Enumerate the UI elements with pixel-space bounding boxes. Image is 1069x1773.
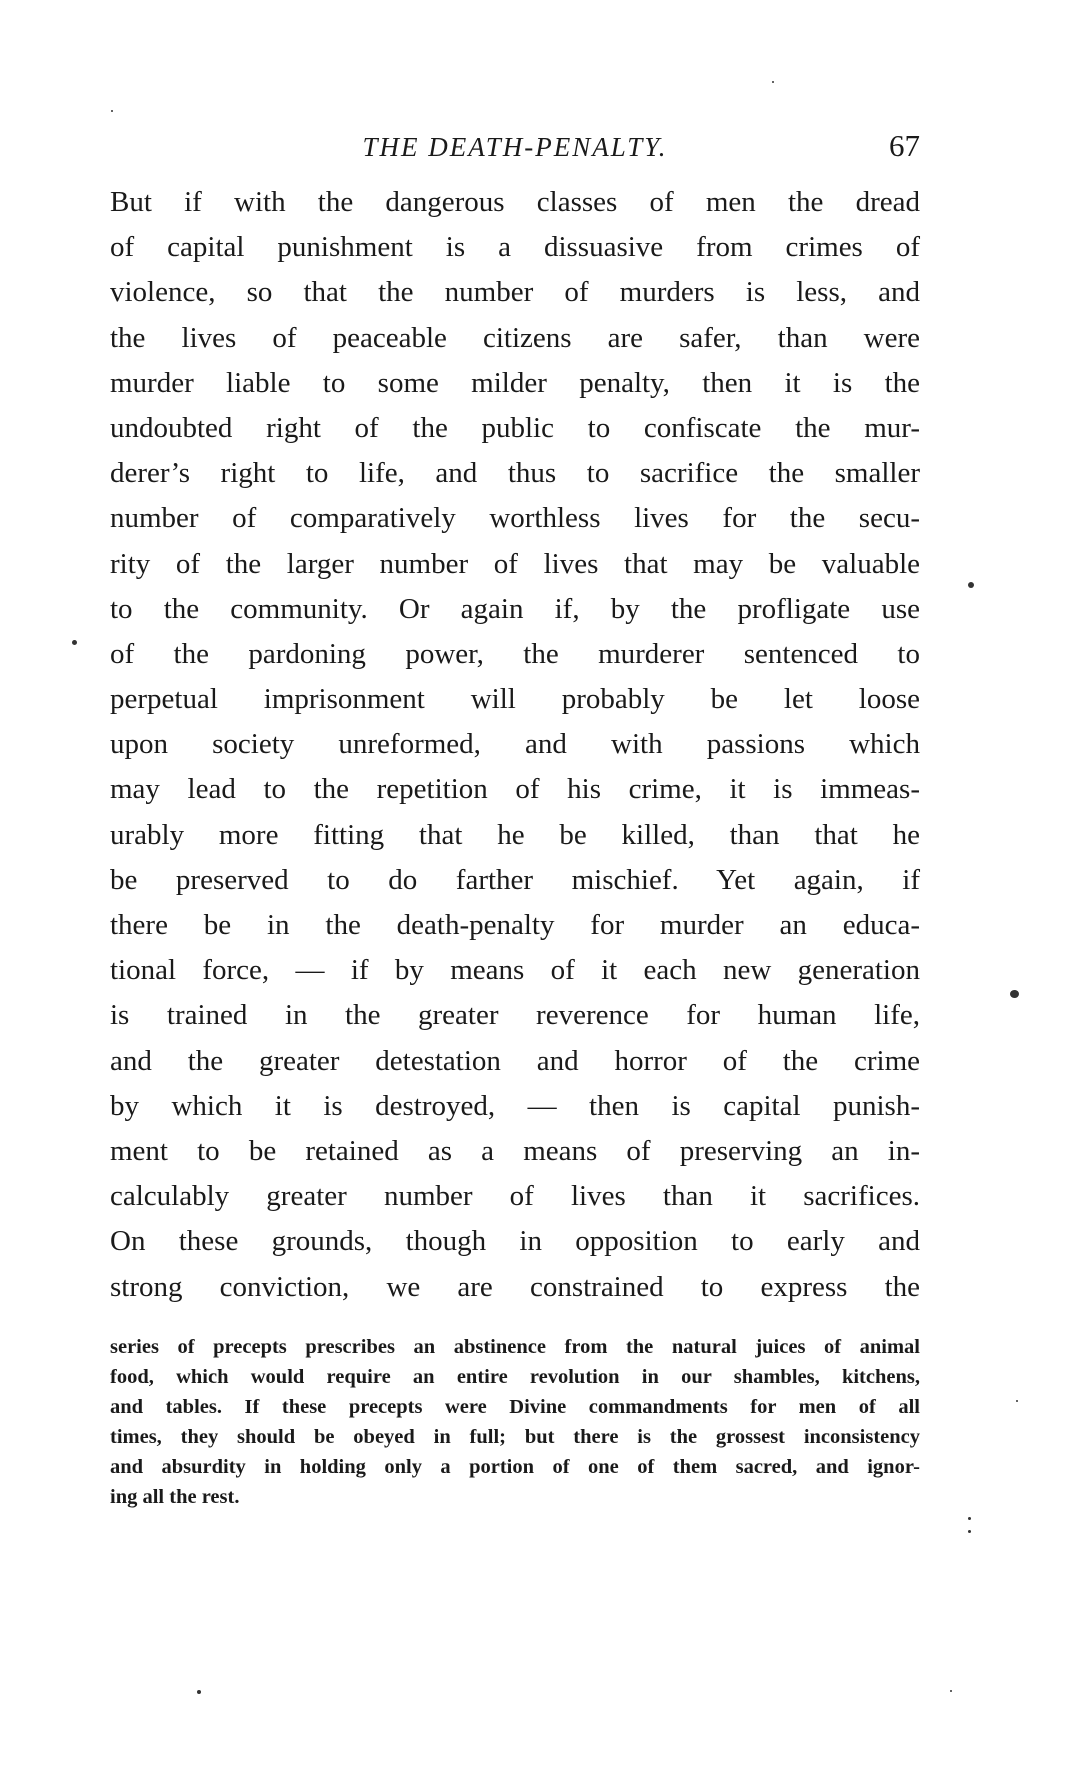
scan-speck — [197, 1690, 201, 1694]
text-line: violence, so that the number of murders is less, and — [110, 276, 920, 309]
scan-speck — [1010, 990, 1019, 998]
scan-speck — [968, 1530, 971, 1533]
text-line: ment to be retained as a means of preserving an in- — [110, 1134, 920, 1167]
text-line: of the pardoning power, the murderer sentenced to — [110, 637, 920, 670]
text-line: murder liable to some milder penalty, then it is the — [110, 366, 920, 399]
footnote-line: ing all the rest. — [110, 1486, 240, 1508]
text-line: the lives of peaceable citizens are safer, than were — [110, 321, 920, 354]
text-line: by which it is destroyed, — then is capital punish- — [110, 1089, 920, 1122]
page-number: 67 — [889, 128, 920, 163]
footnote-line: times, they should be obeyed in full; but there is the grossest inconsistency — [110, 1426, 920, 1448]
text-line: perpetual imprisonment will probably be let loose — [110, 683, 920, 716]
text-line: number of comparatively worthless lives for the secu- — [110, 502, 920, 535]
text-line: urably more fitting that he be killed, than that he — [110, 818, 920, 851]
scan-speck — [1016, 1400, 1018, 1402]
scan-speck — [111, 110, 113, 112]
text-line: derer’s right to life, and thus to sacrifice the smaller — [110, 457, 920, 490]
main-text — [110, 180, 920, 1310]
text-line: and the greater detestation and horror of the crime — [110, 1044, 920, 1077]
scan-speck — [772, 81, 774, 83]
scan-speck — [72, 640, 77, 645]
running-head — [110, 128, 920, 164]
text-line: to the community. Or again if, by the profligate use — [110, 592, 920, 625]
text-line: be preserved to do farther mischief. Yet again, if — [110, 863, 920, 896]
scan-speck — [950, 1690, 952, 1692]
text-line: upon society unreformed, and with passions which — [110, 728, 920, 761]
footnote-line: series of precepts prescribes an abstinence from the natural juices of animal — [110, 1336, 920, 1358]
scan-speck — [968, 1517, 971, 1520]
footnote — [110, 1332, 920, 1512]
text-line: is trained in the greater reverence for human life, — [110, 999, 920, 1032]
text-line: On these grounds, though in opposition to early and — [110, 1225, 920, 1258]
text-line: undoubted right of the public to confiscate the mur- — [110, 411, 920, 444]
text-line: rity of the larger number of lives that may be valuable — [110, 547, 920, 580]
text-line: may lead to the repetition of his crime, it is immeas- — [110, 773, 920, 806]
scan-speck — [968, 582, 974, 588]
text-line: tional force, — if by means of it each new generation — [110, 954, 920, 987]
footnote-line: and tables. If these precepts were Divine commandments for men of all — [110, 1396, 920, 1418]
text-line: of capital punishment is a dissuasive from crimes of — [110, 231, 920, 264]
text-line: strong conviction, we are constrained to express the — [110, 1270, 920, 1303]
footnote-line: food, which would require an entire revolution in our shambles, kitchens, — [110, 1366, 920, 1388]
running-title: THE DEATH-PENALTY. — [362, 132, 668, 162]
footnote-line: and absurdity in holding only a portion of one of them sacred, and ignor- — [110, 1456, 920, 1478]
text-line: calculably greater number of lives than it sacrifices. — [110, 1180, 920, 1213]
text-line: there be in the death-penalty for murder an educa- — [110, 909, 920, 941]
text-line: But if with the dangerous classes of men the dread — [110, 186, 920, 218]
